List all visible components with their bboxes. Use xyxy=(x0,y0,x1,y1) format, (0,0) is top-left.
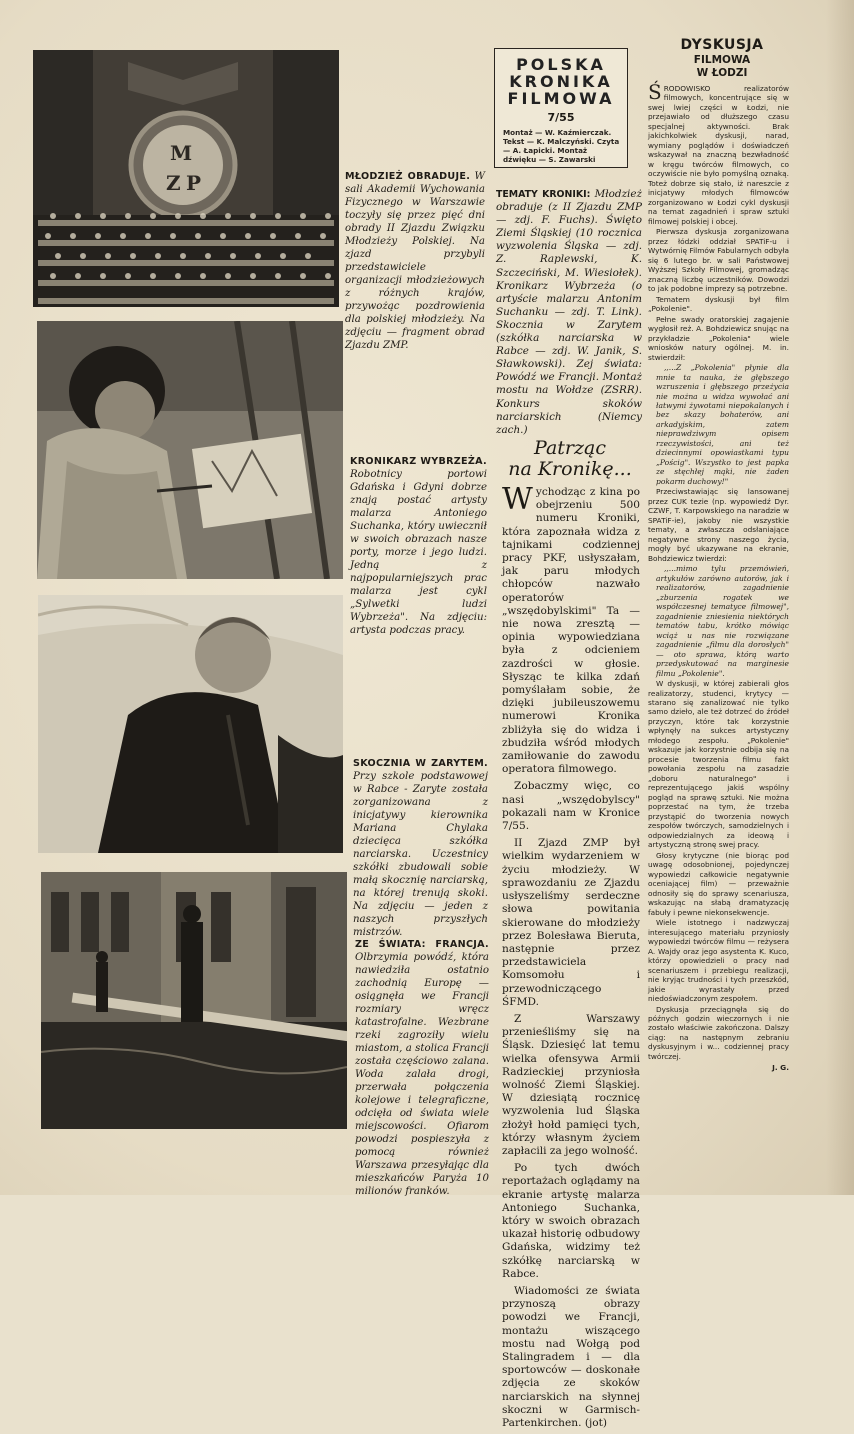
caption-skocznia xyxy=(353,757,488,939)
dyskusja-subtitle-2: W ŁODZI xyxy=(696,67,748,79)
dyskusja-p5: Przeciwstawiając się lansowanej przez CUK tezie (np. wypowiedź Dyr. CZWF, T. Karpowskiego na naradzie w SPATiF-ie), jakoby nie wszystkie tematy, a zwłaszcza odsłaniające negatywne strony naszego życia, mogły być ukazywane na ekranie, Bohdziewicz twierdzi: xyxy=(648,487,789,563)
patrzac-line2: na Kronikę... xyxy=(508,458,632,480)
dyskusja-p3: Tematem dyskusji był film „Pokolenie". xyxy=(648,294,789,314)
dyskusja-p2: Pierwsza dyskusja zorganizowana przez łódzki oddział SPATiF-u i Wytwórnię Filmów Fabularnych odbyła się 6 lutego br. w sali Państwowej Wyższej Szkoły Filmowej, gromadząc znaczną liczbę uczestników. Dowodzi to jak podobne imprezy są potrzebne. xyxy=(648,227,789,294)
photo-flood-france xyxy=(41,872,347,1129)
caption-francja xyxy=(355,938,489,1198)
tematy-text: Młodzież obraduje (z II Zjazdu ZMP — zdj. F. Fuchs). Święto Ziemi Śląskiej (10 rocznica wyzwolenia Śląska — zdj. Z. Raplewski, K. Szczeciński, M. Wiesiołek). Kronikarz Wybrzeża (o artyście malarzu Antonim Suchanku — zdj. T. Link). Skocznia w Zarytem (szkółka narciarska w Rabce — zdj. W. Janik, S. Sławkowski). Zej świata: Powódź we Francji. Montaż mostu na Wołdze (ZSRR). Konkurs skoków narciarskich (Niemcy zach.) xyxy=(496,188,642,436)
dyskusja-p8: Wiele istotnego i nadzwyczaj interesującego materiału przyniosły wypowiedzi twórców filmu — reżysera A. Wajdy oraz jego asystenta K. Kuco, którzy opowiedzieli o pracy nad scenariuszem i przebiegu realizacji, nie kryjąc trudności i tych przeszkód, jakie wyrastały przed niedoświadczonym zespołem. xyxy=(648,918,789,1004)
caption-francja-text: Olbrzymia powódź, która nawiedziła ostatnio zachodnią Europę — osiągnęła we Francji rozmiary wręcz katastrofalne. Wezbrane rzeki zagroziły wielu miastom, a stolica Francji została częściowo zalana. Woda zalała drogi, przerwała połączenia kolejowe i telegraficzne, odcięła od świata wiele miejscowości. Ofiarom powodzi pospieszyła z pomocą również Warszawa przesyłając dla mieszkańców Paryża 10 milionów franków. xyxy=(355,952,489,1197)
dyskusja-subtitle-1: FILMOWA xyxy=(693,54,751,66)
caption-kronikarz-text: Robotnicy portowi Gdańska i Gdyni dobrze znają postać artysty malarza Antoniego Suchanka, który uwiecznił w swoich obrazach nasze porty, morze i jego ludzi. Jedną z najpopularniejszych prac malarza jest cykl „Sylwetki ludzi Wybrzeża". Na zdjęciu: artysta podczas pracy. xyxy=(350,469,487,636)
kronika-title-line2: KRONIKA xyxy=(509,72,613,91)
patrzac-heading xyxy=(505,438,635,480)
kronika-title-line1: POLSKA xyxy=(516,55,606,74)
kronika-number: 7/55 xyxy=(547,111,575,124)
main-article-dropcap: W xyxy=(502,482,533,517)
photo-painter xyxy=(37,321,343,579)
kronika-filmowa-box xyxy=(494,48,628,168)
main-article-p1-text: ychodząc z kina po obejrzeniu 500 numeru Kroniki, która zapoznała widza z tajnikami codziennej pracy PKF, usłyszałam, jak paru młodych chłopców nazwało operatorów „wszędobylskimi" Ta — nie nowa zresztą — opinia wypowiedziana była z odcieniem zazdrości w głosie. Słysząc te kilka zdań pomyślałam sobie, że dzięki jubileuszowemu numerowi Kronika zbliżyła się do widza i zbudziła wśród młodych zamiłowanie do zawodu operatora filmowego. xyxy=(502,486,640,776)
main-article-p3: II Zjazd ZMP był wielkim wydarzeniem w życiu młodzieży. W sprawozdaniu ze Zjazdu usłyszeliśmy serdeczne słowa powitania skierowane do młodzieży przez Bolesława Bieruta, następnie przez przedstawiciela Komsomołu i przewodniczącego ŚFMD. xyxy=(502,837,640,1008)
photo-zmp-congress xyxy=(33,50,339,307)
patrzac-line1: Patrząc xyxy=(534,437,606,459)
caption-mlodziez xyxy=(345,170,485,352)
dyskusja-article xyxy=(648,80,789,1073)
dyskusja-dropcap: Ś xyxy=(648,80,662,104)
main-article-p2: Zobaczmy więc, co nasi „wszędobylscy" pokazali nam w Kronice 7/55. xyxy=(502,780,640,833)
emblem-letter-p: P xyxy=(186,171,202,195)
caption-skocznia-text: Przy szkole podstawowej w Rabce - Zaryte została zorganizowana z inicjatywy kierownika Mariana Chylaka dziecięca szkółka narciarska. Uczestnicy szkółki zbudowali sobie małą skocznię narciarską, na której trenują skoki. Na zdjęciu — jeden z naszych przyszłych mistrzów. xyxy=(353,771,488,938)
caption-francja-lead: ZE ŚWIATA: FRANCJA. xyxy=(355,939,489,950)
dyskusja-quote-1: ,,...Z „Pokolenia" płynie dla mnie ta nauka, że głębszego wzruszenia i głębszego przeżycia nie można u widza wywołać ani łatwymi żywotami niepokalanych i bez skazy bohaterów, ani arkadyjskim, zatem nieprawdziwym opisem rzeczywistości, ani też dziecinnymi opowiastkami typu „Pościg". Wszystko to jest papka ze stęchłej mąki, nie żaden pokarm duchowy!" xyxy=(656,363,789,486)
tematy-kroniki xyxy=(496,188,642,437)
tematy-lead: TEMATY KRONIKI: xyxy=(496,189,591,200)
dyskusja-p6: W dyskusji, w której zabierali głos realizatorzy, studenci, krytycy — starano się zanalizować nie tylko samo dzieło, ale też dotrzeć do źródeł przyczyn, które tak korzystnie wpłynęły na sukces artystyczny młodego zespołu. „Pokolenie" wskazuje jak korzystnie odbija się na procesie tworzenia filmu fakt powołania zespołu na zasadzie „doboru naturalnego" i reprezentującego jakiś wspólny pogląd na sprawę sztuki. Nie można poprzestać na tym, że trzeba przystąpić do tworzenia nowych zespołów twórczych, samodzielnych i odpowiedzialnych za ideową i artystyczną stronę swej pracy. xyxy=(648,679,789,850)
dyskusja-p4: Pełne swady oratorskiej zagajenie wygłosił reż. A. Bohdziewicz snując na przykładzie „Pokolenia" wiele wniosków natury ogólnej. M. in. stwierdził: xyxy=(648,314,789,362)
dyskusja-p7: Głosy krytyczne (nie biorąc pod uwagę odosobnionej, pojedynczej wypowiedzi całkowicie negatywnie oceniającej film) — przeważnie odnosiły się do sprawy scenariusza, wskazując na słabą dramatyzację fabuły i pewne niekonsekwencje. xyxy=(648,850,789,917)
dyskusja-heading xyxy=(652,38,792,79)
dyskusja-signature: J. G. xyxy=(772,1063,789,1073)
main-article xyxy=(502,482,640,1434)
kronika-credits: Montaż — W. Kaźmierczak. Tekst — K. Malczyński. Czyta — A. Łapicki. Montaż dźwięku — S. Zawarski xyxy=(503,128,620,164)
page-fold-shadow xyxy=(826,0,854,1195)
main-article-p6: Wiadomości ze świata przynoszą obrazy powodzi we Francji, montażu wiszącego mostu nad Wołgą pod Stalingradem i — dla sportowców — doskonałe zdjęcia ze skoków narciarskich na słynnej skoczni w Garmisch-Partenkirchen. (jot) xyxy=(502,1284,640,1430)
dyskusja-quote-2: ,,...mimo tylu przemówień, artykułów zarówno autorów, jak i realizatorów, zagadnienie „zburzenia rogatek we współczesnej tematyce filmowej", zagadnienie zniesienia niektórych tematów tabu, krótko mówiąc wciąż u nas nie rozwiązane zagadnienie „filmu dla dorosłych" — oto sprawa, którą warto przedyskutować na marginesie filmu „Pokolenie". xyxy=(656,564,789,678)
caption-mlodziez-lead: MŁODZIEŻ OBRADUJE. xyxy=(345,171,471,182)
caption-mlodziez-text: W sali Akademii Wychowania Fizycznego w Warszawie toczyły się przez pięć dni obrady II Zjazdu Związku Młodzieży Polskiej. Na zjazd przybyli przedstawiciele organizacji młodzieżowych z różnych krajów, przywożąc pozdrowienia dla polskiej młodzieży. Na zdjęciu — fragment obrad Zjazdu ZMP. xyxy=(345,171,485,351)
dyskusja-title: DYSKUSJA xyxy=(680,37,764,53)
dyskusja-p1 xyxy=(648,80,789,226)
main-article-p4: Z Warszawy przenieśliśmy się na Śląsk. Dziesięć lat temu wielka ofensywa Armii Radzieckiej przyniosła wolność Ziemi Śląskiej. W dziesiątą rocznicę wyzwolenia lud Śląska złożył hołd pamięci tych, którzy własnym życiem zapłacili za jego wolność. xyxy=(502,1012,640,1157)
main-article-p5: Po tych dwóch reportażach oglądamy na ekranie artystę malarza Antoniego Suchanka, który w swoich obrazach ukazał historię odbudowy Gdańska, widzimy też szkółkę narciarską w Rabce. xyxy=(502,1162,640,1280)
photo-boy-ski xyxy=(38,595,343,853)
emblem-letter-m: M xyxy=(170,141,193,165)
caption-kronikarz-lead: KRONIKARZ WYBRZEŻA. xyxy=(350,456,487,467)
dyskusja-p9: Dyskusja przeciągnęła się do późnych godzin wieczornych i nie zostało właściwie zakończona. Dalszy ciąg: na następnym zebraniu dyskusyjnym i w... codziennej pracy twórczej. xyxy=(648,1004,789,1061)
caption-kronikarz xyxy=(350,455,487,637)
main-article-p1 xyxy=(502,482,640,776)
dyskusja-p1-text: RODOWISKO realizatorów filmowych, koncentrujące się w swej lwiej części w Łodzi, nie przejawiało od dłuższego czasu specjalnej aktywności. Brak jakichkolwiek dyskusji, narad, wymiany poglądów i doświadczeń wskazywał na znaczną bezwładność w kręgu twórców filmowych, co oczywiście nie było pomyślną oznaką. Toteż dobrze się stało, iż nareszcie z inicjatywy młodych filmowców zorganizowano w Łodzi cykl dyskusji na temat zagadnień i spraw sztuki filmowej polskiej i obcej. xyxy=(648,84,789,226)
kronika-title-line3: FILMOWA xyxy=(507,89,615,108)
caption-skocznia-lead: SKOCZNIA W ZARYTEM. xyxy=(353,758,488,769)
emblem-letter-z: Z xyxy=(166,171,181,195)
